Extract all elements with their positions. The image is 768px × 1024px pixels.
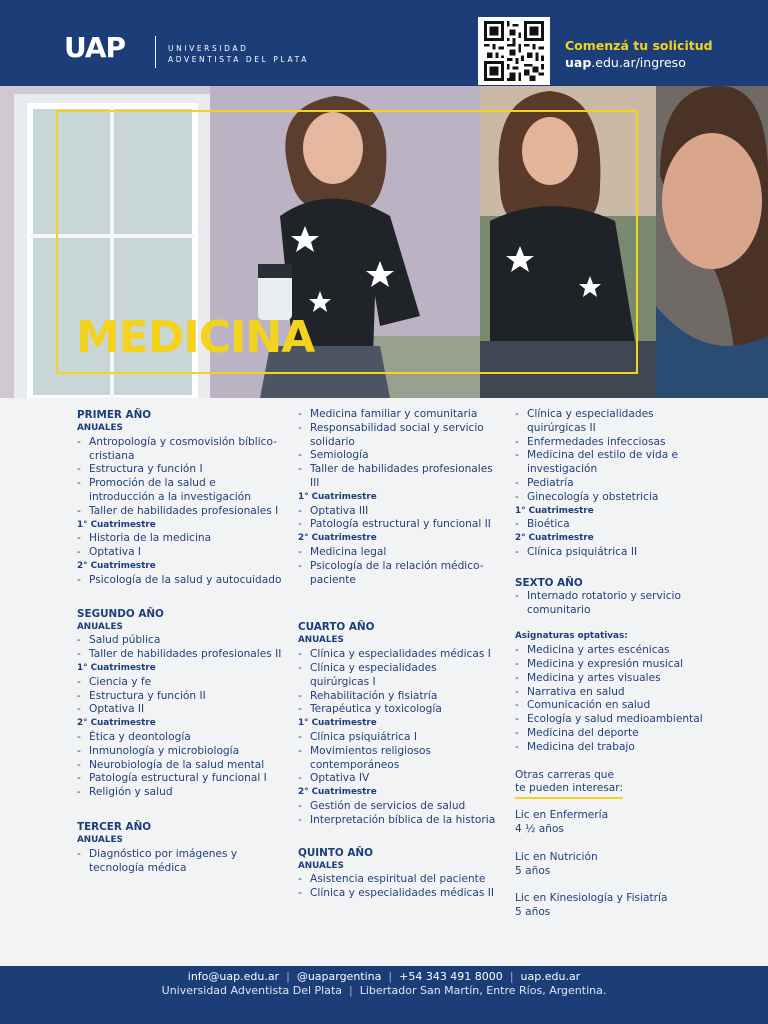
elective-item: - Medicina del trabajo	[515, 741, 705, 755]
footer-social[interactable]: @uapargentina	[296, 970, 382, 983]
subject-item: - Internado rotatorio y servicio comunitario	[515, 590, 705, 618]
subject-item: - Diagnóstico por imágenes y tecnología médica	[77, 848, 282, 876]
elective-item: - Ecología y salud medioambiental	[515, 713, 705, 727]
subject-item: - Taller de habilidades profesionales I	[77, 505, 282, 519]
subject-item: - Optativa III	[298, 505, 498, 519]
curriculum-column-2	[298, 408, 498, 901]
period-label: ANUALES	[298, 860, 344, 871]
subject-item: - Clínica y especialidades médicas I	[298, 648, 498, 662]
qr-code-graphic	[482, 21, 546, 81]
elective-item: - Medicina y artes visuales	[515, 672, 705, 686]
career-name: Lic en Kinesiología y Fisiatría	[515, 892, 668, 905]
subject-item: - Pediatría	[515, 477, 705, 491]
subject-item: - Asistencia espiritual del paciente	[298, 873, 498, 887]
subject-list	[515, 408, 705, 505]
subject-list	[298, 505, 498, 533]
period-label: 1° Cuatrimestre	[77, 519, 156, 530]
subject-item: - Taller de habilidades profesionales II	[77, 648, 282, 662]
subject-item: - Patología estructural y funcional II	[298, 518, 498, 532]
subject-list	[77, 532, 282, 560]
cta-url[interactable]	[565, 55, 686, 70]
other-careers-line2: te pueden interesar:	[515, 782, 623, 799]
footer-institution: Universidad Adventista Del Plata	[161, 984, 343, 997]
subject-item: - Bioética	[515, 518, 705, 532]
footer-address: Libertador San Martín, Entre Ríos, Argentina.	[359, 984, 607, 997]
year-title: PRIMER AÑO	[77, 409, 152, 421]
footer-website[interactable]: uap.edu.ar	[520, 970, 581, 983]
subject-item: - Estructura y función I	[77, 463, 282, 477]
period-label: 1° Cuatrimestre	[298, 718, 377, 729]
footer	[0, 966, 768, 1024]
hero-banner	[0, 86, 768, 398]
cta-url-bold: uap	[565, 55, 592, 70]
subject-item: - Ginecología y obstetricia	[515, 491, 705, 505]
subject-list	[298, 546, 498, 587]
career-name: Lic en Enfermería	[515, 809, 609, 822]
period-label: 2° Cuatrimestre	[298, 533, 377, 544]
subject-list	[77, 676, 282, 717]
subject-item: - Estructura y función II	[77, 690, 282, 704]
subject-item: - Rehabilitación y fisiatría	[298, 690, 498, 704]
elective-item: - Narrativa en salud	[515, 686, 705, 700]
subject-item: - Patología estructural y funcional I	[77, 772, 282, 786]
career-item[interactable]	[515, 851, 705, 879]
subject-list	[77, 574, 282, 588]
footer-address-line	[0, 984, 768, 998]
period-label: ANUALES	[77, 834, 123, 845]
period-label: 2° Cuatrimestre	[77, 560, 156, 571]
year-title: SEGUNDO AÑO	[77, 607, 164, 620]
subject-item: - Neurobiología de la salud mental	[77, 759, 282, 773]
subject-item: - Psicología de la relación médico-paciente	[298, 560, 498, 588]
electives-title: Asignaturas optativas:	[515, 631, 628, 642]
subject-item: - Semiología	[298, 449, 498, 463]
qr-code-icon[interactable]	[478, 17, 550, 85]
subject-item: - Medicina legal	[298, 546, 498, 560]
subject-item: - Clínica y especialidades quirúrgicas II	[515, 408, 705, 436]
subject-item: - Taller de habilidades profesionales III	[298, 463, 498, 491]
elective-item: - Medicina del deporte	[515, 727, 705, 741]
subject-item: - Optativa IV	[298, 772, 498, 786]
period-label: ANUALES	[77, 621, 123, 632]
subject-item: - Optativa II	[77, 703, 282, 717]
subject-list	[77, 634, 282, 662]
career-duration: 4 ½ años	[515, 822, 564, 835]
subject-item: - Promoción de la salud e introducción a la investigación	[77, 477, 282, 505]
footer-email[interactable]: info@uap.edu.ar	[187, 970, 280, 983]
other-careers-line1: Otras carreras que	[515, 768, 615, 781]
year-title: QUINTO AÑO	[298, 846, 373, 859]
footer-separator: |	[349, 984, 353, 997]
logo-subtitle	[168, 43, 309, 65]
period-label: 1° Cuatrimestre	[515, 505, 594, 516]
subject-item: - Historia de la medicina	[77, 532, 282, 546]
period-label: ANUALES	[298, 635, 344, 646]
logo-subtitle-line2: ADVENTISTA DEL PLATA	[168, 55, 309, 64]
subject-list	[298, 408, 498, 491]
subject-item: - Clínica y especialidades quirúrgicas I	[298, 662, 498, 690]
subject-item: - Gestión de servicios de salud	[298, 800, 498, 814]
subject-item: - Movimientos religiosos contemporáneos	[298, 745, 498, 773]
subject-list	[515, 546, 705, 560]
curriculum-column-3	[515, 408, 705, 920]
subject-item: - Antropología y cosmovisión bíblico-cristiana	[77, 436, 282, 464]
period-label: 2° Cuatrimestre	[298, 787, 377, 798]
subject-item: - Psicología de la salud y autocuidado	[77, 574, 282, 588]
year-title: SEXTO AÑO	[515, 576, 583, 589]
page-title: MEDICINA	[76, 312, 315, 363]
subject-list	[77, 848, 282, 876]
elective-item: - Comunicación en salud	[515, 699, 705, 713]
subject-list	[298, 800, 498, 828]
subject-item: - Inmunología y microbiología	[77, 745, 282, 759]
career-duration: 5 años	[515, 906, 551, 919]
subject-list	[298, 873, 498, 901]
elective-item: - Medicina y expresión musical	[515, 658, 705, 672]
career-item[interactable]	[515, 892, 705, 920]
period-label: 1° Cuatrimestre	[77, 662, 156, 673]
subject-item: - Salud pública	[77, 634, 282, 648]
subject-list	[77, 436, 282, 519]
subject-item: - Terapéutica y toxicología	[298, 703, 498, 717]
subject-item: - Clínica psiquiátrica II	[515, 546, 705, 560]
subject-item: - Interpretación bíblica de la historia	[298, 814, 498, 828]
subject-item: - Clínica y especialidades médicas II	[298, 887, 498, 901]
footer-phone[interactable]: +54 343 491 8000	[399, 970, 503, 983]
logo-divider	[155, 36, 156, 68]
year-title: TERCER AÑO	[77, 820, 152, 833]
subject-item: - Religión y salud	[77, 786, 282, 800]
header	[0, 0, 768, 86]
subject-item: - Optativa I	[77, 546, 282, 560]
subject-item: - Medicina del estilo de vida e investigación	[515, 449, 705, 477]
subject-list	[298, 731, 498, 786]
cta-url-rest: .edu.ar/ingreso	[591, 55, 686, 70]
period-label: 2° Cuatrimestre	[515, 533, 594, 544]
footer-separator: |	[286, 970, 290, 983]
subject-item: - Ética y deontología	[77, 731, 282, 745]
subject-list	[515, 518, 705, 532]
subject-item: - Clínica psiquiátrica I	[298, 731, 498, 745]
period-label: 1° Cuatrimestre	[298, 491, 377, 502]
footer-separator: |	[509, 970, 514, 983]
subject-list	[77, 731, 282, 800]
other-careers-heading	[515, 769, 705, 800]
subject-item: - Ciencia y fe	[77, 676, 282, 690]
career-name: Lic en Nutrición	[515, 850, 598, 863]
footer-separator: |	[388, 970, 393, 983]
subject-item: - Enfermedades infecciosas	[515, 436, 705, 450]
logo-subtitle-line1: UNIVERSIDAD	[168, 44, 249, 53]
uap-logo: UAP	[64, 31, 126, 64]
subject-list	[298, 648, 498, 717]
footer-contact-line	[0, 970, 768, 984]
electives-list	[515, 644, 705, 754]
curriculum-column-1	[77, 408, 282, 875]
elective-item: - Medicina y artes escénicas	[515, 644, 705, 658]
subject-item: - Medicina familiar y comunitaria	[298, 408, 498, 422]
subject-item: - Responsabilidad social y servicio solidario	[298, 422, 498, 450]
year-title: CUARTO AÑO	[298, 621, 375, 634]
subject-list	[515, 590, 705, 618]
career-duration: 5 años	[515, 864, 551, 877]
career-item[interactable]	[515, 809, 705, 837]
cta-title: Comenzá tu solicitud	[565, 38, 713, 53]
period-label: ANUALES	[77, 423, 123, 433]
period-label: 2° Cuatrimestre	[77, 718, 156, 729]
